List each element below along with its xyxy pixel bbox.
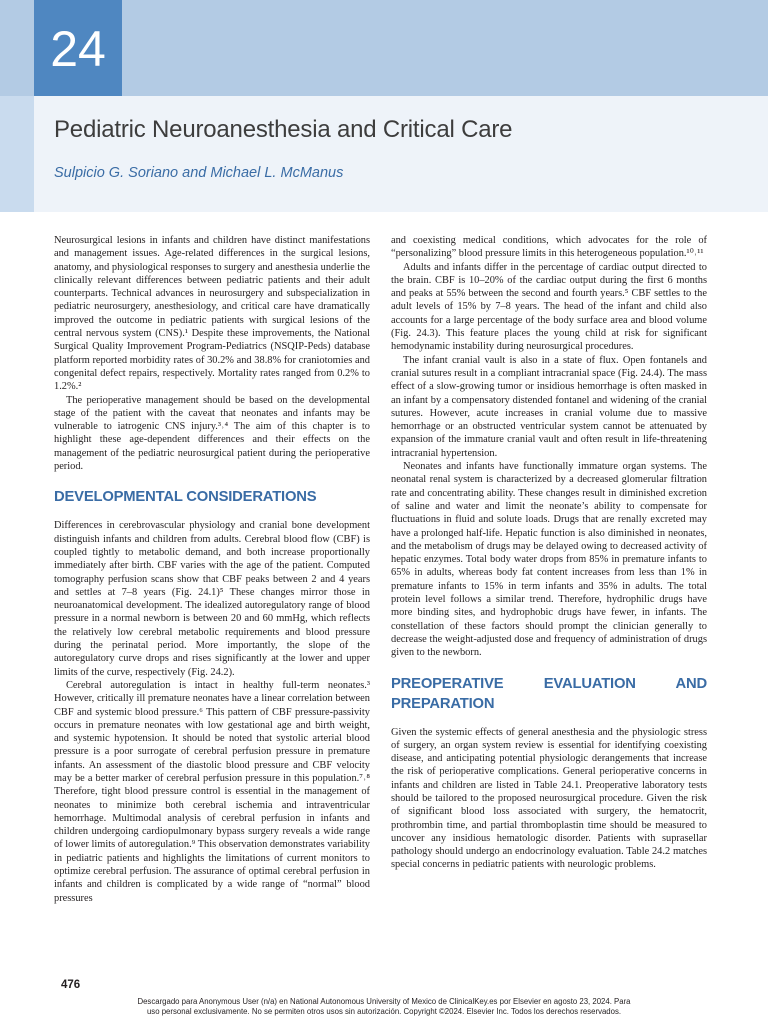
right-text-column xyxy=(391,234,707,872)
body-paragraph: Neonates and infants have functionally immature organ systems. The neonatal renal system is characterized by a decreased glomerular filtration rate and concentrating ability. These changes result in diminished excretion of saline and water and limit the neonate’s ability to compensate for fluctuations in fluid and solute loads. Drugs that are renally excreted may have a prolonged half-life. Hepatic function is also diminished in neonates, and the metabolism of drugs may be delayed owing to decreased activity of hepatic enzymes. Total body water drops from 85% in premature infants to 65% in adults, whereas body fat content increases from less than 1% in premature infants to 15% in term infants and 35% in adults. The total protein level follows a similar trend. Therefore, hydrophilic drugs have more binding sites, and hydrophobic drugs have fewer, in infants. The constellation of these factors should prompt the clinician generally to decrease the weight-adjusted dose and frequency of administration of drugs given to the newborn. xyxy=(391,461,707,659)
left-accent-strip xyxy=(0,96,34,212)
body-paragraph: Cerebral autoregulation is intact in healthy full-term neonates.³ However, critically ill premature neonates have a linear correlation between CBF and systemic blood pressure.⁶ This pattern of CBF pressure-passivity occurs in premature neonates with low gestational age and birth weight, and systemic hypotension. It should be noted that systolic arterial blood pressure is a poor surrogate of cerebral perfusion pressure in premature infants. An assessment of the diastolic blood pressure and CBF velocity may be a better marker of cerebral perfusion pressure in this population.⁷˒⁸ Therefore, tight blood pressure control is essential in the management of neonates to minimize both cerebral ischemia and intraventricular hemorrhage. Multimodal analysis of cerebral perfusion in infants and children undergoing cardiopulmonary bypass surgery reveals a wide range of lower limits of autoregulation.⁹ This observation demonstrates variability in pediatric patients and highlights the limitations of current monitors to optimize cerebral perfusion. The assurance of optimal cerebral perfusion in infants and children is complicated by a wide range of “normal” blood pressures xyxy=(54,679,370,904)
chapter-authors: Sulpicio G. Soriano and Michael L. McManus xyxy=(54,165,344,181)
section-heading: DEVELOPMENTAL CONSIDERATIONS xyxy=(54,489,317,506)
download-footer xyxy=(0,997,768,1017)
body-paragraph: and coexisting medical conditions, which advocates for the role of “personalizing” blood pressure limits in this heterogeneous population.¹⁰˒¹¹ xyxy=(391,235,707,260)
chapter-title: Pediatric Neuroanesthesia and Critical Care xyxy=(54,116,513,143)
body-paragraph: Differences in cerebrovascular physiology and cranial bone development distinguish infants and children from adults. Cerebral blood flow (CBF) is coupled tightly to metabolic demand, and both increase proportionally immediately after birth. CBF varies with the age of the patient. Computed tomography perfusion scans show that CBF peaks between 2 and 4 years and settles at 7–8 years (Fig. 24.1)⁵ These changes mirror those in neuroanatomical development. The idealized autoregulatory range of blood pressure in a normal newborn is between 20 and 60 mmHg, which reflects the relatively low cerebral metabolic requirements and blood pressure during the perinatal period. More importantly, the slope of the autoregulatory curve drops and rises significantly at the lower and upper limits of the curve, respectively (Fig. 24.2). xyxy=(54,520,370,678)
body-paragraph: Neurosurgical lesions in infants and children have distinct manifestations and management issues. Age-related differences in the surgical lesions, anatomy, and physiological responses to surgery and anesthesia underlie the clinically relevant differences between pediatric patients and their adult counterparts. Technical advances in neurosurgery and subspecialization in pediatric neurosurgery, anesthesiology, and critical care have dramatically improved the outcome in pediatric patients with surgical lesions of the central nervous system (CNS).¹ Despite these improvements, the National Surgical Quality Improvement Program-Pediatrics (NSQIP-Peds) database platform reported morbidity rates of 30.2% and 38.8% for craniotomies and congenital defect repairs, respectively. Mortality rates ranged from 0.2% to 1.2%.² xyxy=(54,235,370,393)
footer-line-2: uso personal exclusivamente. No se permiten otros usos sin autorización. Copyright ©2024. Elsevier Inc. Todos los derechos reservados. xyxy=(146,1007,622,1016)
footer-line-1: Descargado para Anonymous User (n/a) en National Autonomous University of Mexico de ClinicalKey.es por Elsevier en agosto 23, 2024. Para xyxy=(137,997,631,1006)
body-paragraph: The infant cranial vault is also in a state of flux. Open fontanels and cranial sutures result in a compliant intracranial space (Fig. 24.4). The mass effect of a slow-growing tumor or insidious hemorrhage is often masked in an infant by a compensatory distended fontanel and widening of the cranial sutures. However, acute increases in cranial volume due to massive hemorrhage or an obstructed ventricular system cannot be attenuated by expansion of the immature cranial vault and often result in life-threatening intracranial hypertension. xyxy=(391,354,707,459)
chapter-number: 24 xyxy=(50,21,106,77)
section-heading: PREOPERATIVE EVALUATION AND PREPARATION xyxy=(391,675,707,712)
body-paragraph: Given the systemic effects of general anesthesia and the physiologic stress of surgery, an organ system review is essential for identifying coexisting disease, and anticipating potential physiologic derangements that increase the risk of perioperative complications. General perioperative concerns in infants and children are listed in Table 24.1. Preoperative laboratory tests should be tailored to the proposed neurosurgical procedure. Given the risk of significant blood loss associated with surgery, the hematocrit, prothrombin time, and partial thromboplastin time should be measured to uncover any insidious hematologic disorder. Patients with suprasellar pathology should undergo an endocrinology evaluation. Table 24.2 matches special concerns in pediatric patients with neurologic problems. xyxy=(391,726,707,871)
left-text-column xyxy=(54,234,370,905)
body-paragraph: The perioperative management should be based on the developmental stage of the patient with the caveat that neonates and infants may be vulnerable to iatrogenic CNS injury.³˒⁴ The aim of this chapter is to highlight these age-dependent differences and their effects on the management of the pediatric neurosurgical patient during the perioperative period. xyxy=(54,394,370,473)
body-paragraph: Adults and infants differ in the percentage of cardiac output directed to the brain. CBF is 10–20% of the cardiac output during the first 6 months and peaks at 55% between the second and fourth years.⁵ CBF settles to the adult levels of 15% by 7–8 years. The head of the infant and child also accounts for a large percentage of the body surface area and blood volume (Fig. 24.3). This feature places the young child at risk for significant hemodynamic instability during neurosurgical procedures. xyxy=(391,261,707,353)
chapter-number-box xyxy=(34,0,122,96)
page-number: 476 xyxy=(61,979,81,991)
title-panel xyxy=(34,96,768,212)
